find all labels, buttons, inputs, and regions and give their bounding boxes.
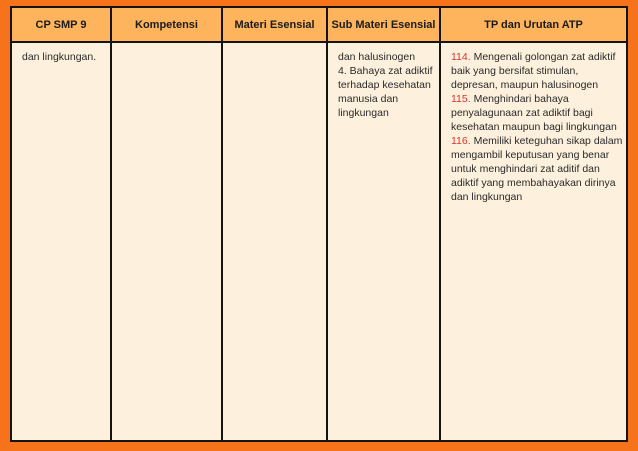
sub-materi-line: dan halusinogen: [338, 51, 416, 63]
header-kompetensi: Kompetensi: [111, 8, 222, 42]
header-materi-esensial: Materi Esensial: [222, 8, 327, 42]
cell-sub-materi-esensial: [327, 42, 440, 440]
table-row: [12, 42, 626, 440]
atp-text: kesehatan maupun bagi lingkungan: [451, 121, 617, 133]
atp-text: untuk menghindari zat aditif dan: [451, 163, 600, 175]
atp-text: dan lingkungan: [451, 191, 523, 203]
atp-text: baik yang bersifat stimulan,: [451, 65, 579, 77]
sub-materi-line: terhadap kesehatan: [338, 79, 431, 91]
atp-item-116: [451, 134, 623, 148]
atp-table: [12, 8, 626, 440]
atp-text: mengambil keputusan yang benar: [451, 149, 610, 161]
cell-cp-smp-9: [12, 42, 111, 440]
atp-item-114: [451, 50, 618, 64]
cell-tp-atp: [440, 42, 626, 440]
atp-item-115: [451, 92, 618, 106]
cell-materi-esensial: [222, 42, 327, 440]
sub-materi-line: manusia dan: [338, 93, 399, 105]
sub-materi-line: lingkungan: [338, 107, 389, 119]
atp-table-frame: [10, 6, 628, 442]
cp-text-line: dan lingkungan.: [22, 51, 97, 63]
header-cp-smp-9: CP SMP 9: [12, 8, 111, 42]
sub-materi-line: 4. Bahaya zat adiktif: [338, 65, 433, 77]
atp-text: Memiliki keteguhan sikap dalam: [473, 135, 623, 147]
atp-text: Mengenali golongan zat adiktif: [473, 51, 616, 63]
atp-number: 115.: [451, 93, 471, 105]
atp-text: adiktif yang membahayakan dirinya: [451, 177, 616, 189]
atp-text: penyalagunaan zat adiktif bagi: [451, 107, 593, 119]
atp-text: depresan, maupun halusinogen: [451, 79, 599, 91]
header-tp-atp: TP dan Urutan ATP: [440, 8, 626, 42]
header-sub-materi-esensial: Sub Materi Esensial: [327, 8, 440, 42]
cell-kompetensi: [111, 42, 222, 440]
atp-number: 114.: [451, 51, 471, 63]
atp-text: Menghindari bahaya: [473, 93, 569, 105]
header-row: [12, 8, 626, 42]
atp-number: 116.: [451, 135, 471, 147]
